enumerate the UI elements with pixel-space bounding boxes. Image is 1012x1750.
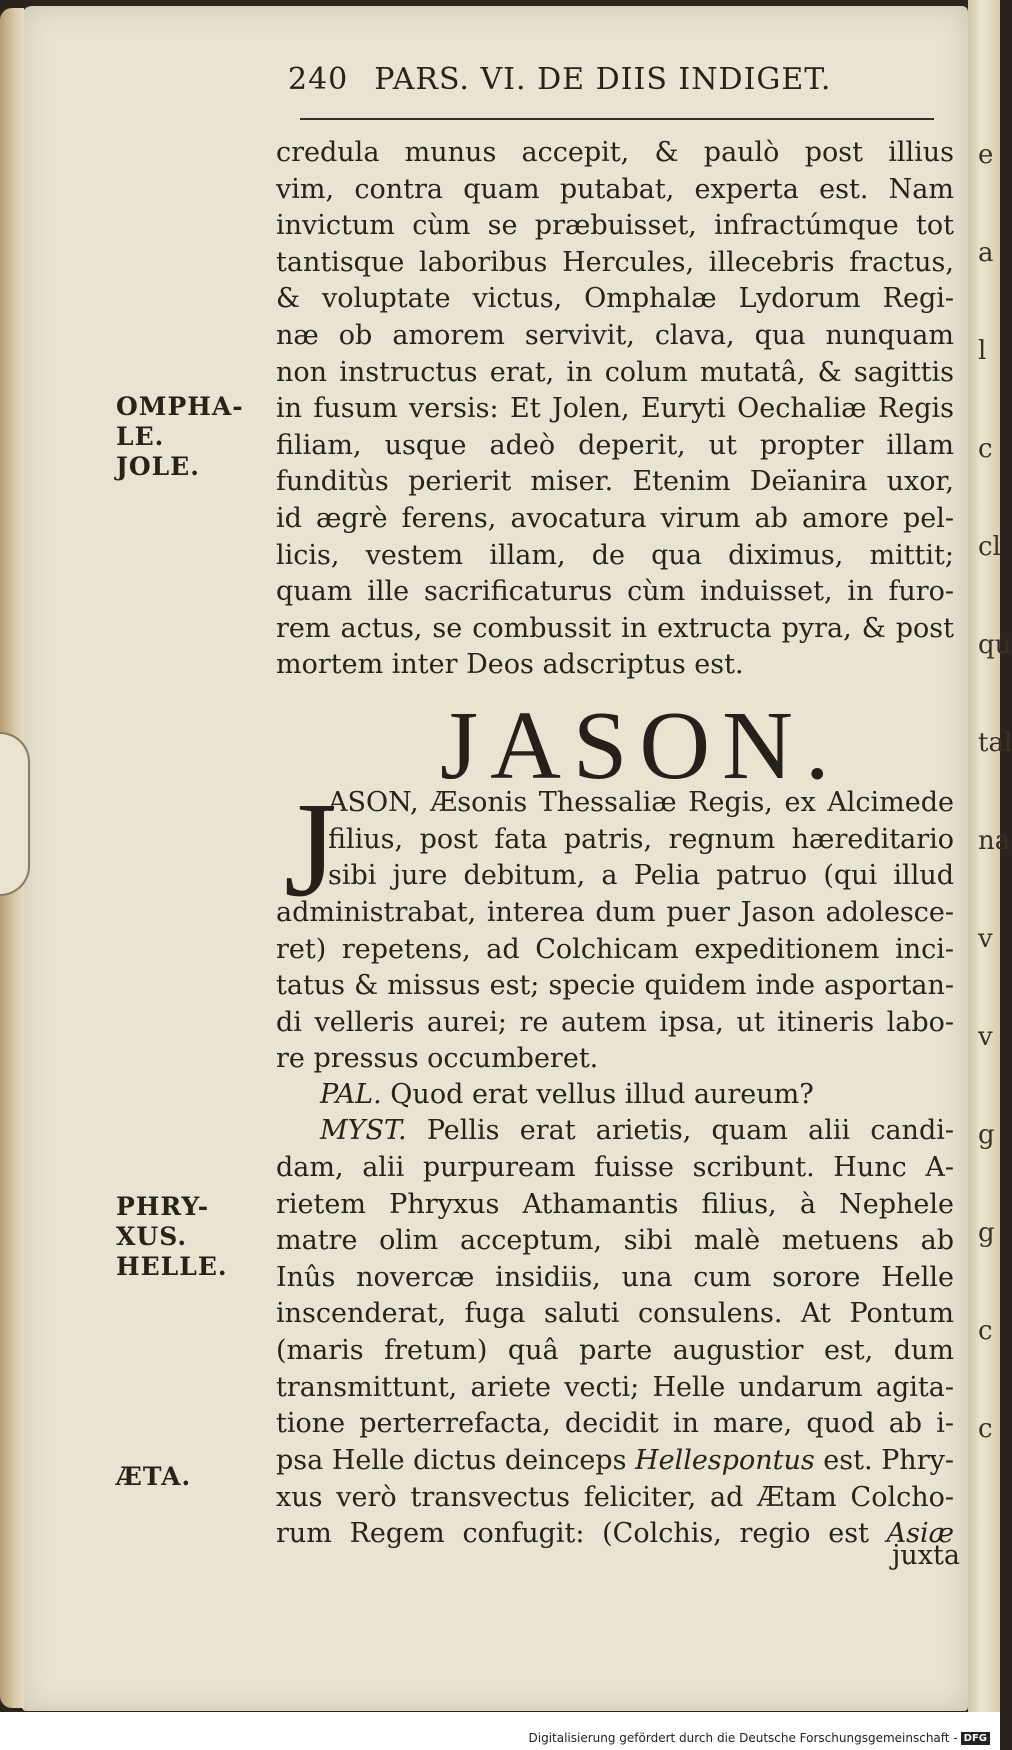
hellespontus-line <box>276 1443 954 1480</box>
page-gutter <box>0 8 24 1708</box>
margin-note-jole: JOLE. <box>116 452 200 481</box>
asiae-word: Asiæ <box>886 1518 954 1549</box>
speaker-myst: MYST. <box>320 1115 407 1146</box>
text-line: xus verò transvectus feliciter, ad Ætam Colcho- <box>276 1482 954 1513</box>
text-line: ret) repetens, ad Colchicam expeditionem inci- <box>276 933 954 965</box>
pal-question <box>276 1077 954 1114</box>
last-line <box>276 1516 954 1553</box>
facing-page-letter: g <box>978 1120 995 1150</box>
text-line: tatus & missus est; specie quidem inde asportan- <box>276 970 954 1002</box>
text-line: mortem inter Deos adscriptus est. <box>276 649 744 681</box>
running-title: PARS. VI. DE DIIS INDIGET. <box>374 62 832 97</box>
helle-pre: psa Helle dictus deinceps <box>276 1445 627 1476</box>
text-line: di velleris aurei; re autem ipsa, ut itineris labo- <box>276 1006 954 1038</box>
text-line: non instructus erat, in colum mutatâ, & sagittis <box>276 356 954 388</box>
facing-page-letter: v <box>978 1022 993 1052</box>
speaker-pal: PAL. <box>320 1079 382 1110</box>
drop-cap: J <box>284 775 337 925</box>
text-line: dam, alii purpuream fuisse scribunt. Hunc A- <box>276 1152 954 1183</box>
dfg-logo: DFG <box>961 1732 990 1745</box>
facing-page-letter: na <box>978 826 1011 856</box>
page-number: 240 <box>288 62 349 97</box>
text-line: invictum cùm se præbuisset, infractúmque tot <box>276 210 954 242</box>
margin-note-omphale <box>116 392 244 452</box>
digitization-credit <box>529 1731 991 1745</box>
text-line: transmittunt, ariete vecti; Helle undarum agita- <box>276 1371 954 1403</box>
margin-note-aeta: ÆTA. <box>116 1462 192 1491</box>
section-title: JASON. <box>440 692 842 800</box>
running-header <box>288 62 938 97</box>
text-line: in fusum versis: Et Jolen, Euryti Oechaliæ Regis <box>276 393 954 425</box>
facing-page-letter: qu <box>978 630 1012 660</box>
margin-note-line: XUS. <box>116 1222 188 1251</box>
margin-note-helle: HELLE. <box>116 1252 228 1281</box>
text-line: sibi jure debitum, a Pelia patruo (qui illud <box>328 860 954 892</box>
credit-text: Digitalisierung gefördert durch die Deutsche Forschungsgemeinschaft - <box>528 1731 958 1745</box>
facing-page-edge <box>968 0 1012 1720</box>
text-line: licis, vestem illam, de qua diximus, mittit; <box>276 539 954 571</box>
text-line: tantisque laboribus Hercules, illecebris fractus, <box>276 246 954 278</box>
hellespontus-word: Hellespontus <box>635 1445 815 1476</box>
text-line: (maris fretum) quâ parte augustior est, dum <box>276 1335 954 1366</box>
text-line: tione perterrefacta, decidit in mare, quod ab i- <box>276 1408 954 1440</box>
text-line: id ægrè ferens, avocatura virum ab amore pel- <box>276 503 954 534</box>
page-notch <box>0 732 30 896</box>
facing-page-letter: c <box>978 434 993 464</box>
facing-page-letter: c <box>978 1316 993 1346</box>
text-line: næ ob amorem servivit, clava, qua nunquam <box>276 320 954 351</box>
facing-page-letter: c <box>978 1414 993 1444</box>
text-line: re pressus occumberet. <box>276 1043 599 1075</box>
last-pre: rum Regem confugit: (Colchis, regio est <box>276 1518 869 1549</box>
facing-page-letter: tal <box>978 728 1012 758</box>
text-line: filiam, usque adeò deperit, ut propter illam <box>276 429 954 461</box>
text-line: ASON, Æsonis Thessaliæ Regis, ex Alcimede <box>328 787 954 818</box>
margin-note-phryxus <box>116 1192 209 1252</box>
text-line: rietem Phryxus Athamantis filius, à Nephele <box>276 1188 954 1220</box>
text-line: & voluptate victus, Omphalæ Lydorum Regi- <box>276 283 954 315</box>
text-line: administrabat, interea dum puer Jason adolesce- <box>276 897 954 928</box>
catchword: juxta <box>892 1540 960 1571</box>
myst-first-text: Pellis erat arietis, quam alii candi- <box>426 1115 954 1146</box>
pal-text: Quod erat vellus illud aureum? <box>390 1079 814 1110</box>
header-rule <box>300 118 934 120</box>
facing-page-letter: v <box>978 924 993 954</box>
facing-page-letter: g <box>978 1218 995 1248</box>
facing-page-letter: a <box>978 238 994 268</box>
text-line: rem actus, se combussit in extructa pyra, & post <box>276 612 954 644</box>
myst-answer-first <box>276 1113 954 1150</box>
text-line: credula munus accepit, & paulò post illius <box>276 137 954 168</box>
margin-note-line: PHRY- <box>116 1192 210 1221</box>
facing-page-letter: e <box>978 140 994 170</box>
text-line: inscenderat, fuga saluti consulens. At Pontum <box>276 1298 954 1330</box>
facing-page-letter: cl <box>978 532 1001 562</box>
facing-page-letter: l <box>978 336 987 366</box>
text-line: matre olim acceptum, sibi malè metuens ab <box>276 1225 954 1257</box>
text-line: funditùs perierit miser. Etenim Deïanira uxor, <box>276 466 954 498</box>
text-line: filius, post fata patris, regnum hæreditario <box>328 823 954 855</box>
margin-note-line: LE. <box>116 422 165 451</box>
margin-note-line: OMPHA- <box>116 392 244 421</box>
text-line: vim, contra quam putabat, experta est. Nam <box>276 173 954 205</box>
text-line: quam ille sacrificaturus cùm induisset, in furo- <box>276 576 954 608</box>
text-line: Inûs novercæ insidiis, una cum sorore Helle <box>276 1261 954 1293</box>
helle-post: est. Phry- <box>823 1445 954 1476</box>
